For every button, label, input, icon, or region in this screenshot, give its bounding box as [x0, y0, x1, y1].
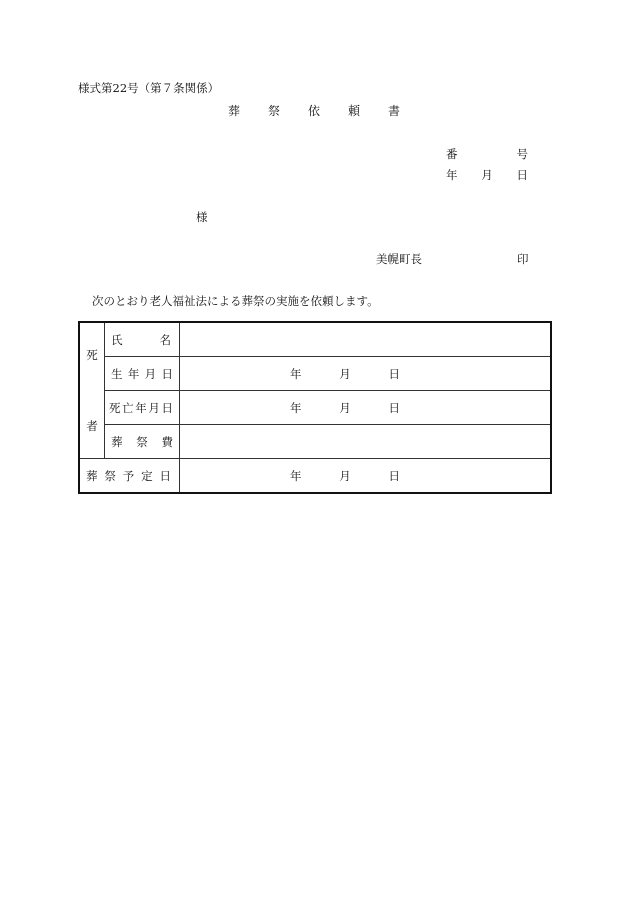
- funeral-schedule-field[interactable]: [180, 459, 552, 494]
- form-number: 様式第22号（第７条関係）: [78, 81, 220, 95]
- label-char: 年: [127, 366, 140, 381]
- date-unit-month: 月: [339, 468, 351, 483]
- deceased-label-top: 死: [86, 348, 98, 362]
- date-unit-month: 月: [339, 400, 351, 415]
- name-field[interactable]: [180, 322, 552, 357]
- title-char: 書: [387, 104, 400, 118]
- date-unit-year: 年: [290, 468, 302, 483]
- title-char: 祭: [267, 104, 280, 118]
- funeral-cost-field[interactable]: [180, 425, 552, 459]
- date-unit-month: 月: [339, 366, 351, 381]
- table-row: [79, 322, 551, 357]
- deceased-label-bottom: 者: [86, 419, 98, 433]
- date-year: 年: [446, 168, 458, 182]
- table-row: [79, 459, 551, 494]
- date-unit-day: 日: [388, 468, 400, 483]
- birthdate-field[interactable]: [180, 357, 552, 391]
- row-label-funeral-cost: [105, 425, 180, 459]
- label-char: 月: [148, 400, 160, 415]
- funeral-request-table: [78, 321, 552, 494]
- row-label-death-date: [105, 391, 180, 425]
- document-title: [228, 102, 400, 119]
- label-char: 死: [109, 400, 121, 415]
- row-label-funeral-schedule: [79, 459, 180, 494]
- label-char: 氏: [111, 332, 123, 347]
- row-label-birthdate: [105, 357, 180, 391]
- label-char: 日: [159, 468, 171, 483]
- label-char: 定: [141, 468, 153, 483]
- label-char: 予: [122, 468, 135, 483]
- label-char: 日: [161, 400, 173, 415]
- label-char: 亡: [122, 400, 134, 415]
- document-date: [446, 167, 528, 183]
- row-label-name: [105, 322, 180, 357]
- date-unit-day: 日: [388, 366, 400, 381]
- label-char: 日: [161, 366, 173, 381]
- label-char: 祭: [104, 468, 116, 483]
- label-char: 月: [144, 366, 157, 381]
- label-char: 生: [111, 366, 123, 381]
- document-number: [446, 146, 528, 162]
- title-char: 頼: [347, 104, 360, 118]
- label-char: 名: [159, 332, 171, 347]
- date-unit-year: 年: [290, 366, 302, 381]
- table-row: [79, 357, 551, 391]
- addressee-suffix: 様: [196, 210, 208, 224]
- label-char: 葬: [111, 434, 123, 449]
- title-char: 葬: [228, 104, 241, 118]
- date-unit-year: 年: [290, 400, 302, 415]
- table-row: [79, 391, 551, 425]
- date-day: 日: [516, 168, 528, 182]
- number-label-right: 号: [516, 147, 528, 161]
- label-char: 祭: [136, 434, 148, 449]
- request-sentence: 次のとおり老人福祉法による葬祭の実施を依頼します。: [92, 294, 379, 308]
- issuer-seal: 印: [517, 252, 529, 266]
- table-row: [79, 425, 551, 459]
- date-unit-day: 日: [388, 400, 400, 415]
- death-date-field[interactable]: [180, 391, 552, 425]
- label-char: 年: [135, 400, 147, 415]
- deceased-label: [79, 322, 105, 459]
- title-char: 依: [307, 104, 320, 118]
- number-label-left: 番: [446, 147, 458, 161]
- label-char: 費: [161, 434, 173, 449]
- issuer-name: 美幌町長: [376, 252, 422, 266]
- label-char: 葬: [86, 468, 98, 483]
- date-month: 月: [481, 168, 493, 182]
